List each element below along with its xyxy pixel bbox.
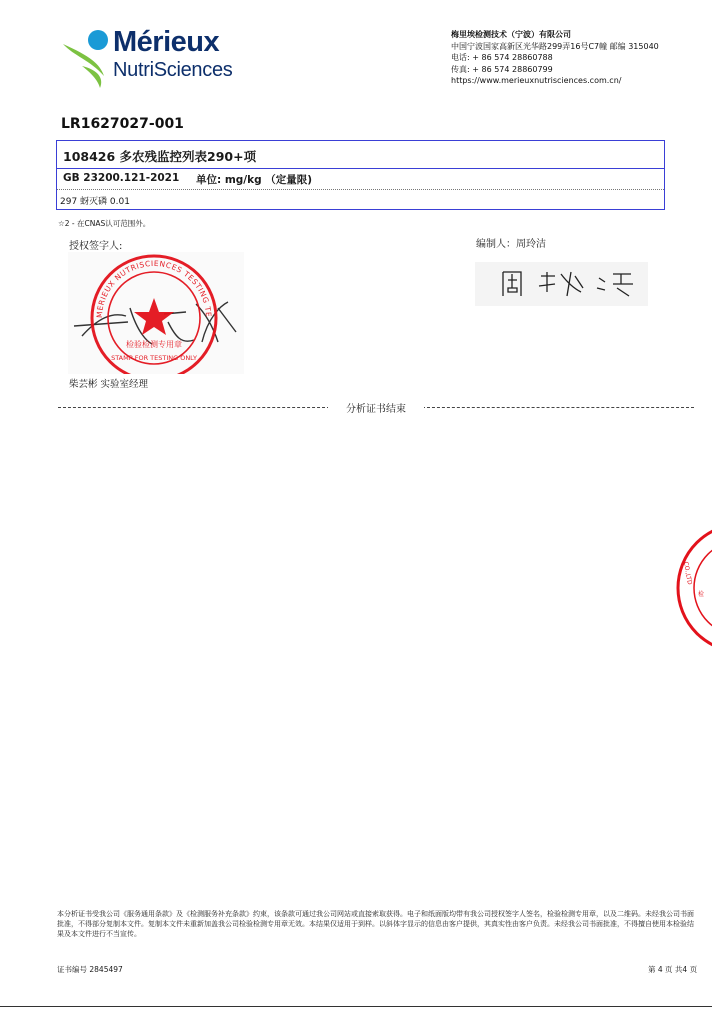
svg-text:STAMP FOR TESTING ONLY: STAMP FOR TESTING ONLY: [111, 354, 197, 362]
official-stamp-icon: [68, 252, 244, 374]
signature-stamp-area: [68, 252, 244, 374]
page-number: 第 4 页 共4 页: [648, 965, 698, 974]
company-fax: 传真: + 86 574 28860799: [451, 64, 553, 74]
svg-text:检验检测专用章: 检验检测专用章: [126, 340, 182, 349]
table-dotted-divider: [57, 189, 664, 190]
table-title: 108426 多农残监控列表290+项: [63, 149, 257, 164]
brand-name-line1: Mérieux: [113, 26, 220, 58]
company-logo: [60, 26, 250, 90]
legal-disclaimer: 本分析证书受我公司《服务通用条款》及《检测服务补充条款》约束，该条款可通过我公司网站或直接索取获得。电子和纸面版均带有我公司授权签字人签名，检验检测专用章，以及二维码。未经我公司书面批准，不得部分复制本文件。复制本文件未重新加盖我公司检验检测专用章无效。本结果仅适用于到样。以斜体字显示的信息由客户提供，其真实性由客户负责。未经我公司书面批准，不得擅自使用本检验结果及本文件进行不当宣传。: [57, 910, 694, 938]
company-name: 梅里埃检测技术（宁波）有限公司: [451, 30, 571, 39]
authorized-signatory-label: 授权签字人:: [69, 241, 123, 252]
end-of-certificate-divider: [58, 400, 694, 414]
svg-text:CO.,LTD: CO.,LTD: [682, 561, 693, 586]
signer-name-title: 柴芸彬 实验室经理: [69, 379, 149, 390]
report-number: LR1627027-001: [61, 116, 184, 132]
bottom-rule: [0, 1006, 712, 1007]
handwritten-signature-icon: [475, 262, 648, 306]
company-phone: 电话: + 86 574 28860788: [451, 53, 553, 62]
editor-label: 编制人：周玲洁: [476, 239, 546, 250]
table-unit: 单位: mg/kg （定量限): [196, 174, 313, 186]
results-table: [56, 140, 665, 210]
logo-mark-icon: [60, 26, 116, 90]
editor-signature: [475, 262, 648, 306]
company-website[interactable]: https://www.merieuxnutrisciences.com.cn/: [451, 76, 622, 85]
certificate-number: 证书编号 2845497: [57, 965, 123, 974]
svg-text:检: 检: [698, 591, 705, 598]
cnas-note: ☆2 - 在CNAS认可范围外。: [58, 219, 151, 228]
table-row: 297 蚜灭磷 0.01: [60, 197, 130, 207]
company-address: 中国宁波国家高新区光华路299弄16号C7幢 邮编 315040: [451, 41, 659, 51]
partial-seal-icon: [674, 522, 712, 656]
svg-text:MERIEUX NUTRISCIENCES TESTING: MERIEUX NUTRISCIENCES TESTING TE: [94, 258, 214, 319]
company-info: [451, 29, 659, 87]
edge-stamp: [674, 522, 712, 656]
table-standard: GB 23200.121-2021: [63, 172, 180, 184]
end-of-certificate-label: 分析证书结束: [328, 400, 424, 415]
table-divider: [57, 168, 664, 169]
brand-name-line2: NutriSciences: [113, 59, 233, 81]
